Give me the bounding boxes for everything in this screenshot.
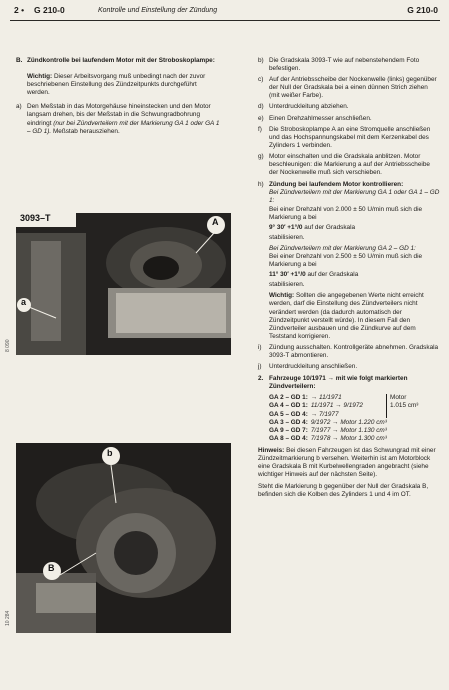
photo1-label-A: A <box>212 217 219 227</box>
h-stab2: stabilisieren. <box>269 281 305 289</box>
brace-note: Motor 1.015 cm³ <box>386 394 418 418</box>
h-deg2-row: 11° 30′ +1°/0 auf der Gradskala <box>269 271 359 279</box>
version-code: GA 8 – GD 4: <box>269 434 308 442</box>
h-stab1: stabilisieren. <box>269 233 305 241</box>
page-title: Kontrolle und Einstellung der Zündung <box>98 7 218 14</box>
photo-timing-scale <box>16 213 231 355</box>
right-column <box>258 57 440 504</box>
version-range: 7/1977 → Motor 1.130 cm³ <box>310 426 387 434</box>
photo1-label-a: a <box>21 297 27 307</box>
step-g: g) Motor einschalten und die Gradskala anblitzen. Motor beschleunigen: die Markierung a auf der Antriebsscheibe der Nockenwelle muß sich verschieben. <box>258 152 430 177</box>
photo1-tool-label: 3093–T <box>20 213 51 223</box>
section-b-heading: B. Zündkontrolle bei laufendem Motor mit der Stroboskoplampe: <box>16 57 215 64</box>
version-row <box>269 419 390 427</box>
doc-code-right: G 210-0 <box>407 5 438 15</box>
photo1-illustration <box>16 213 231 355</box>
h-deg1: 9° 30′ +1°/0 <box>269 223 303 231</box>
h-deg1-row: 9° 30′ +1°/0 auf der Gradskala <box>269 223 356 231</box>
hinweis-note: Hinweis: Bei diesen Fahrzeugen ist das Schwungrad mit einer Zündzeitmarkierung b versehen. Weiterhin ist am Motorblock eine Gradskala B mit Kurbelwellengraden angebracht (siehe wichtiger Hinweis auf der nächsten Seite). <box>258 446 436 479</box>
step-d: d) Unterdruckleitung abziehen. <box>258 103 349 111</box>
h-wichtig: Wichtig: Sollten die angegebenen Werte nicht erreicht werden, darf die Einstellung des Zündverteilers nicht verändert werden (da dadurch automatisch der Zündzeitpunkt verstellt würde). In diesem Fall den Zündverteiler ausbauen und die Zündkurve auf dem Teststand korrigieren. <box>269 292 424 340</box>
section-2-heading: 2. Fahrzeuge 10/1971 → mit wie folgt markierten Zündverteilern: <box>258 375 408 391</box>
step-e: e) Einen Drehzahlmesser anschließen. <box>258 114 372 122</box>
version-code: GA 3 – GD 4: <box>269 418 308 426</box>
version-range: 9/1972 → Motor 1.220 cm³ <box>310 418 387 426</box>
h-deg2: 11° 30′ +1°/0 <box>269 271 306 279</box>
photo2-illustration <box>16 443 231 633</box>
page-header <box>14 6 438 20</box>
version-row <box>269 411 390 419</box>
step-f: f) Die Stroboskoplampe A an eine Stromquelle anschließen und das Hochspannungskabel mit dem Kerzenkabel des Zylinders 1 verbinden. <box>258 125 431 149</box>
h-sub2: Bei Zündverteilern mit der Markierung GA 2 – GD 1: <box>269 244 416 252</box>
version-code: GA 2 – GD 1: <box>269 394 308 402</box>
version-code: GA 5 – GD 4: <box>269 410 308 418</box>
h-sub1: Bei Zündverteilern mit der Markierung GA 1 oder GA 1 – GD 1: <box>269 189 440 205</box>
version-row <box>269 427 390 435</box>
doc-code-left: G 210-0 <box>34 5 65 15</box>
step-a: a) Den Meßstab in das Motorgehäuse hineinstecken und den Motor langsam drehen, bis der Meßstab in die Schwungradbohrung eindringt (nur bei Zündverteilern mit der Markierung GA 1 oder GA 1 – GD 1). Meßstab herausziehen. <box>16 103 220 135</box>
page-number: 2 • <box>14 5 25 15</box>
version-list <box>258 394 440 443</box>
version-range: 11/1971 → 9/1972 <box>310 402 363 410</box>
version-code: GA 9 – GD 7: <box>269 426 308 434</box>
photo-flywheel <box>16 443 231 633</box>
step-c: c) Auf der Antriebsscheibe der Nockenwelle (links) gegenüber der Null der Gradskala bei a einen dünnen Strich ziehen (mit weißer Farbe). <box>258 76 437 100</box>
photo2-label-b: b <box>107 448 113 458</box>
h-rpm2: Bei einer Drehzahl von 2.500 ± 50 U/min muß sich die Markierung a bei <box>269 252 423 269</box>
step-b: b) Die Gradskala 3093-T wie auf nebenstehendem Foto befestigen. <box>258 57 420 73</box>
step-h: h) Zündung bei laufendem Motor kontrollieren: Bei Zündverteilern mit der Markierung GA 1 oder GA 1 – GD 1: Bei einer Drehzahl von 2.000 ± 50 U/min muß sich die Markierung a bei 9° 30′ +1°/0 auf der Gradskala stabilisieren. Bei Zündverteilern mit der Markierung GA 2 – GD 1: Bei einer Drehzahl von 2.500 ± 50 U/min muß sich die Markierung a bei 11° 30′ +1°/0 auf der Gradskala stabilisieren. Wichtig: Sollten die angegebenen Werte nicht erreicht werden, darf die Einstellung des Zündverteilers nicht verändert werden (da dadurch automatisch der Zündzeitpunkt verstellt würde). In diesem Fall den Zündverteiler ausbauen und die Zündkurve auf dem Teststand korrigieren. <box>258 181 440 340</box>
version-table <box>269 394 390 443</box>
header-rule <box>10 20 440 21</box>
photo2-label-B: B <box>48 563 55 573</box>
version-range: → 7/1977 <box>310 410 339 418</box>
version-range: 7/1978 → Motor 1.300 cm³ <box>310 434 387 442</box>
version-row <box>269 394 390 402</box>
left-column <box>16 57 221 139</box>
photo1-ref-number: 8 090 <box>5 339 11 352</box>
wichtig-note: Wichtig: Dieser Arbeitsvorgang muß unbedingt nach der zuvor beschriebenen Einstellung des Zündzeitpunkts durchgeführt werden. <box>27 73 206 97</box>
step-i: i) Zündung ausschalten. Kontrollgeräte abnehmen. Gradskala 3093-T abmontieren. <box>258 343 439 359</box>
h-rpm1: Bei einer Drehzahl von 2.000 ± 50 U/min muß sich die Markierung a bei <box>269 205 423 221</box>
version-code: GA 4 – GD 1: <box>269 402 308 410</box>
version-row <box>269 435 390 443</box>
step-j: j) Unterdruckleitung anschließen. <box>258 363 358 371</box>
last-paragraph: Steht die Markierung b gegenüber der Null der Gradskala B, befinden sich die Kolben des Zylinders 1 und 4 im OT. <box>258 483 429 499</box>
version-row <box>269 402 390 410</box>
version-range: → 11/1971 <box>310 394 342 402</box>
photo2-ref-number: 10 284 <box>5 610 11 626</box>
